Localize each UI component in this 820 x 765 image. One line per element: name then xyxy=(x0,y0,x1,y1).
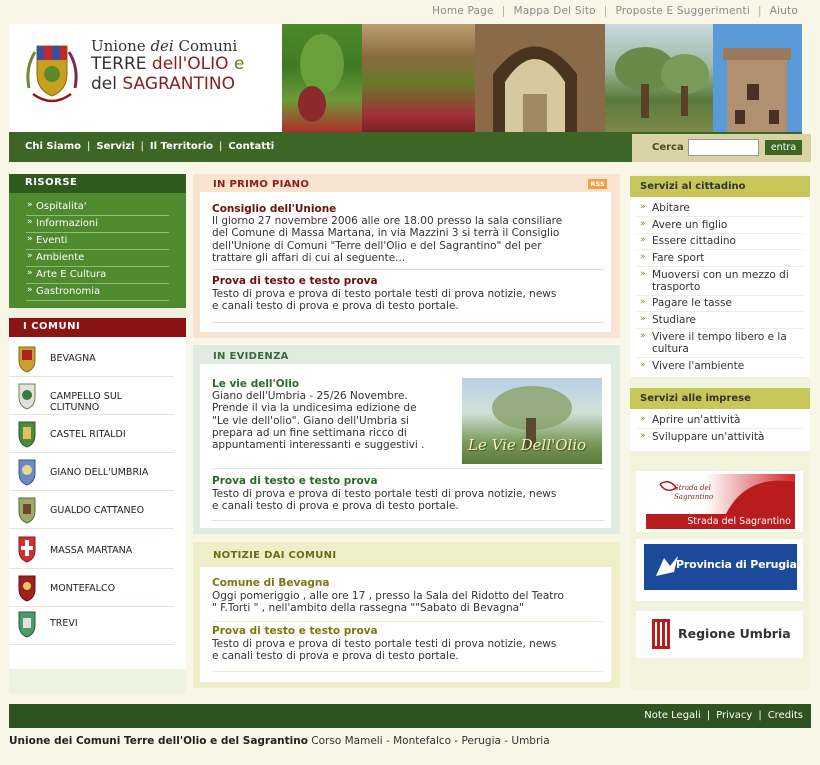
servizio-abitare[interactable]: » Abitare xyxy=(640,202,805,214)
news-text-vie-olio: Giano dell'Umbria - 25/26 Novembre. Prende il via la undicesima edizione de "Le vie dell'olio". Giano dell'Umbria si prepara ad un fine settimana ricco di appuntamenti interessanti e suggestivi . xyxy=(212,390,425,452)
right-sidebar xyxy=(630,174,810,690)
sagrantino-logo-text: Strada del Sagrantino xyxy=(674,484,714,502)
news-text-prova-1: Testo di prova e prova di testo portale testi di prova notizie, news e canali testo di prova e prova di testo portale. xyxy=(212,288,557,313)
banner-strada-sagrantino[interactable]: Strada del Sagrantino Strada del Sagrantino xyxy=(636,471,803,532)
evidenza-section xyxy=(193,345,620,534)
notizie-section xyxy=(193,542,620,688)
comune-montefalco[interactable]: MONTEFALCO xyxy=(9,569,174,607)
top-links-bar: Home Page | Mappa Del Sito | Proposte E Suggerimenti | Aiuto xyxy=(432,5,798,17)
footer-address: Unione dei Comuni Terre dell'Olio e del Sagrantino Corso Mameli - Montefalco - Perugia - Umbria xyxy=(9,735,550,747)
servizio-fare-sport[interactable]: » Fare sport xyxy=(640,252,805,264)
photo-hills-landscape xyxy=(362,24,475,132)
banner-regione-umbria[interactable]: Regione Umbria xyxy=(636,611,803,658)
divider xyxy=(212,468,604,469)
news-title-prova-2[interactable]: Prova di testo e testo prova xyxy=(212,475,378,487)
servizi-cittadino-list xyxy=(630,197,810,377)
footer-link-credits[interactable]: Credits xyxy=(767,710,803,721)
servizio-pagare-le-tasse[interactable]: » Pagare le tasse xyxy=(640,297,805,309)
news-title-vie-olio[interactable]: Le vie dell'Olio xyxy=(212,378,300,390)
news-text-consiglio: Il giorno 27 novembre 2006 alle ore 18.00 presso la sala consiliare del Comune di Massa Martana, in via Mazzini 3 si terrà il Consiglio dell'Unione di Comuni "Terre dell'Olio e del Sagrantino" del per trattare gli affari di cui al seguente... xyxy=(212,215,563,264)
comune-trevi[interactable]: TREVI xyxy=(9,607,174,645)
castel-ritaldi-crest-icon xyxy=(13,419,41,449)
comune-campello[interactable]: CAMPELLO SUL CLITUNNO xyxy=(9,377,174,415)
news-title-prova-1[interactable]: Prova di testo e testo prova xyxy=(212,275,378,287)
footer-link-note-legali[interactable]: Note Legali xyxy=(644,710,701,721)
photo-vineyard-leaves xyxy=(282,24,362,132)
nav-il-territorio[interactable]: Il Territorio xyxy=(149,141,213,152)
massa-martana-crest-icon xyxy=(13,534,41,564)
banner-provincia-perugia[interactable]: Provincia di Perugia xyxy=(636,539,803,601)
news-title-prova-3[interactable]: Prova di testo e testo prova xyxy=(212,625,378,637)
news-title-bevagna[interactable]: Comune di Bevagna xyxy=(212,577,330,589)
vie-olio-image[interactable] xyxy=(462,378,602,464)
comune-gualdo-cattaneo[interactable]: GUALDO CATTANEO xyxy=(9,491,174,529)
evidenza-content xyxy=(200,364,611,528)
coat-of-arms-logo[interactable] xyxy=(21,38,83,110)
comuni-list xyxy=(9,337,186,669)
link-home-page[interactable]: Home Page xyxy=(432,5,494,17)
risorse-heading: RISORSE xyxy=(9,174,186,193)
servizi-imprese-list xyxy=(630,409,810,451)
footer-bar: Note Legali | Privacy | Credits xyxy=(9,704,811,728)
footer-link-privacy[interactable]: Privacy xyxy=(716,710,753,721)
risorse-item-ospitalita[interactable]: » Ospitalita' xyxy=(26,199,169,216)
search-submit-button[interactable]: entra xyxy=(765,140,802,155)
news-title-consiglio[interactable]: Consiglio dell'Unione xyxy=(212,203,337,215)
servizio-sviluppare-attivita[interactable]: » Sviluppare un'attività xyxy=(640,431,805,443)
news-text-prova-2: Testo di prova e prova di testo portale testi di prova notizie, news e canali testo di prova e prova di testo portale. xyxy=(212,488,557,513)
comune-bevagna[interactable]: BEVAGNA xyxy=(9,341,174,377)
evidenza-heading: IN EVIDENZA xyxy=(213,351,289,362)
divider xyxy=(212,671,604,672)
trevi-crest-icon xyxy=(13,609,41,639)
primo-piano-section xyxy=(193,174,620,338)
divider xyxy=(212,520,604,521)
nav-contatti[interactable]: Contatti xyxy=(228,141,275,152)
servizio-muoversi[interactable]: » Muoversi con un mezzo di trasporto xyxy=(640,269,805,294)
umbria-logo-icon xyxy=(652,619,670,649)
comuni-heading: I COMUNI xyxy=(9,318,186,337)
notizie-content xyxy=(200,567,611,682)
divider xyxy=(212,621,604,622)
risorse-item-informazioni[interactable]: » Informazioni xyxy=(26,216,169,233)
servizio-ambiente[interactable]: » Vivere l'ambiente xyxy=(640,360,805,372)
primo-piano-content xyxy=(200,192,611,332)
giano-crest-icon xyxy=(13,457,41,487)
nav-chi-siamo[interactable]: Chi Siamo xyxy=(25,141,82,152)
risorse-menu xyxy=(9,193,186,308)
primo-piano-heading: IN PRIMO PIANO xyxy=(213,179,310,190)
risorse-item-arte-e-cultura[interactable]: » Arte E Cultura xyxy=(26,267,169,284)
search-label: Cerca xyxy=(652,142,684,153)
servizio-aprire-attivita[interactable]: » Aprire un'attività xyxy=(640,414,805,426)
rss-icon[interactable]: RSS xyxy=(588,179,607,189)
bevagna-crest-icon xyxy=(13,344,41,374)
search-input[interactable] xyxy=(688,139,759,156)
photo-olive-trees xyxy=(605,24,713,132)
campello-crest-icon xyxy=(13,381,41,411)
servizio-tempo-libero[interactable]: » Vivere il tempo libero e la cultura xyxy=(640,331,805,356)
comune-giano[interactable]: GIANO DELL'UMBRIA xyxy=(9,453,174,491)
photo-stone-arch xyxy=(475,24,605,132)
link-proposte[interactable]: Proposte E Suggerimenti xyxy=(615,5,750,17)
servizi-cittadino-heading: Servizi al cittadino xyxy=(630,176,810,197)
servizi-imprese-heading: Servizi alle imprese xyxy=(630,388,810,409)
divider xyxy=(212,269,604,270)
risorse-item-ambiente[interactable]: » Ambiente xyxy=(26,250,169,267)
comune-massa-martana[interactable]: MASSA MARTANA xyxy=(9,529,174,569)
news-text-bevagna: Oggi pomeriggio , alle ore 17 , presso la Sala del Ridotto del Teatro " F.Torti " , nell'ambito della rassegna ""Sabato di Bevagna" xyxy=(212,590,564,615)
main-nav: Chi Siamo | Servizi | Il Territorio | Contatti xyxy=(25,141,275,152)
servizio-avere-un-figlio[interactable]: » Avere un figlio xyxy=(640,219,805,231)
left-sidebar xyxy=(9,174,186,694)
servizio-essere-cittadino[interactable]: » Essere cittadino xyxy=(640,235,805,247)
news-text-prova-3: Testo di prova e prova di testo portale testi di prova notizie, news e canali testo di prova e prova di testo portale. xyxy=(212,638,557,663)
montefalco-crest-icon xyxy=(13,573,41,603)
nav-servizi[interactable]: Servizi xyxy=(96,141,135,152)
gualdo-cattaneo-crest-icon xyxy=(13,495,41,525)
notizie-heading: NOTIZIE DAI COMUNI xyxy=(213,550,337,561)
risorse-item-gastronomia[interactable]: » Gastronomia xyxy=(26,284,169,301)
brand-title: Unione dei Comuni TERRE dell'OLIO e del SAGRANTINO xyxy=(91,37,245,94)
photo-medieval-tower xyxy=(713,24,802,132)
link-mappa-del-sito[interactable]: Mappa Del Sito xyxy=(513,5,596,17)
link-aiuto[interactable]: Aiuto xyxy=(769,5,798,17)
servizio-studiare[interactable]: » Studiare xyxy=(640,314,805,326)
search-box xyxy=(632,134,811,162)
risorse-item-eventi[interactable]: » Eventi xyxy=(26,233,169,250)
vie-olio-image-caption: Le Vie Dell'Olio xyxy=(468,436,587,454)
divider xyxy=(212,322,604,323)
comune-castel-ritaldi[interactable]: CASTEL RITALDI xyxy=(9,415,174,453)
